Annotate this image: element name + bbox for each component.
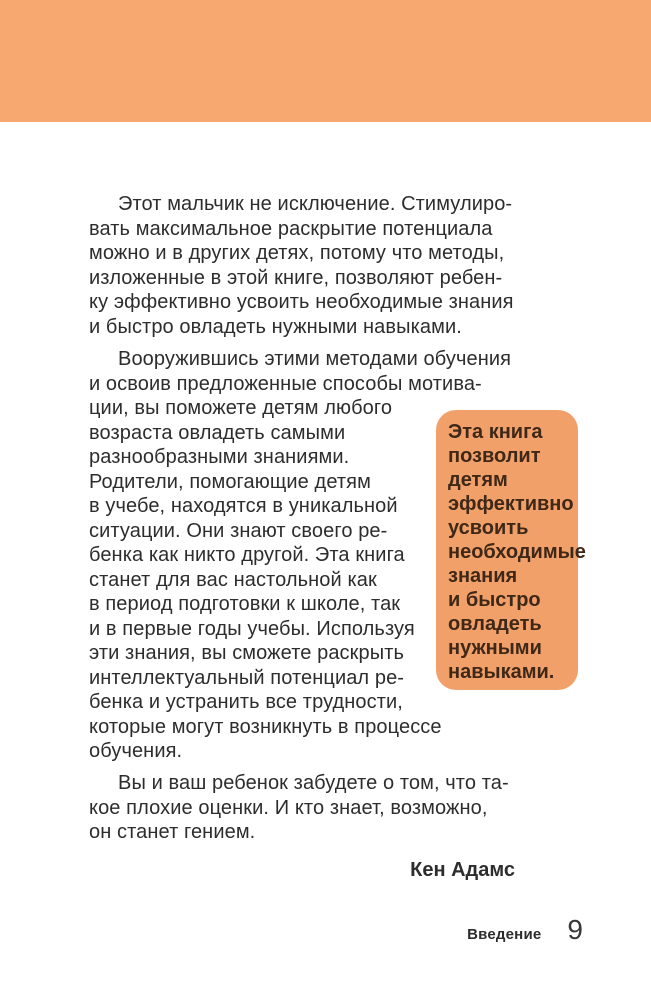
paragraph-main: Вооружившись этими методами обучения и освоив предложенные способы мотива- ции, вы поможете детям любого возраста овладеть самыми разнообразными знаниями. Родители, помогающие детям в учебе, находятся в уникальной ситуации. Они знают своего ре- бенка как никто другой. Эта книга станет для вас настольной как в период подготовки к школе, так и в первые годы учебы. Используя эти знания, вы сможете раскрыть интеллектуальный потенциал ре- бенка и устранить все трудности, которые могут возникнуть в процессе обучения. bbox=[89, 348, 512, 762]
callout-text: Эта книга позволит детям эффективно усвоить необходимые знания и быстро овладеть нужными навыками. bbox=[448, 421, 586, 683]
footer-section-label: Введение bbox=[467, 926, 542, 943]
paragraph-closing: Вы и ваш ребенок забудете о том, что та- кое плохие оценки. И кто знает, возможно, он станет гением. bbox=[89, 772, 509, 843]
author-attribution: Кен Адамс bbox=[410, 859, 515, 881]
paragraph-intro: Этот мальчик не исключение. Стимулиро- вать максимальное раскрытие потенциала можно и в других детях, потому что методы, изложенные в этой книге, позволяют ребен- ку эффективно усвоить необходимые знания и быстро овладеть нужными навыками. bbox=[89, 193, 514, 338]
header-band bbox=[0, 0, 651, 122]
callout-box bbox=[436, 410, 586, 690]
page-footer bbox=[467, 914, 583, 946]
footer-page-number: 9 bbox=[567, 914, 583, 945]
